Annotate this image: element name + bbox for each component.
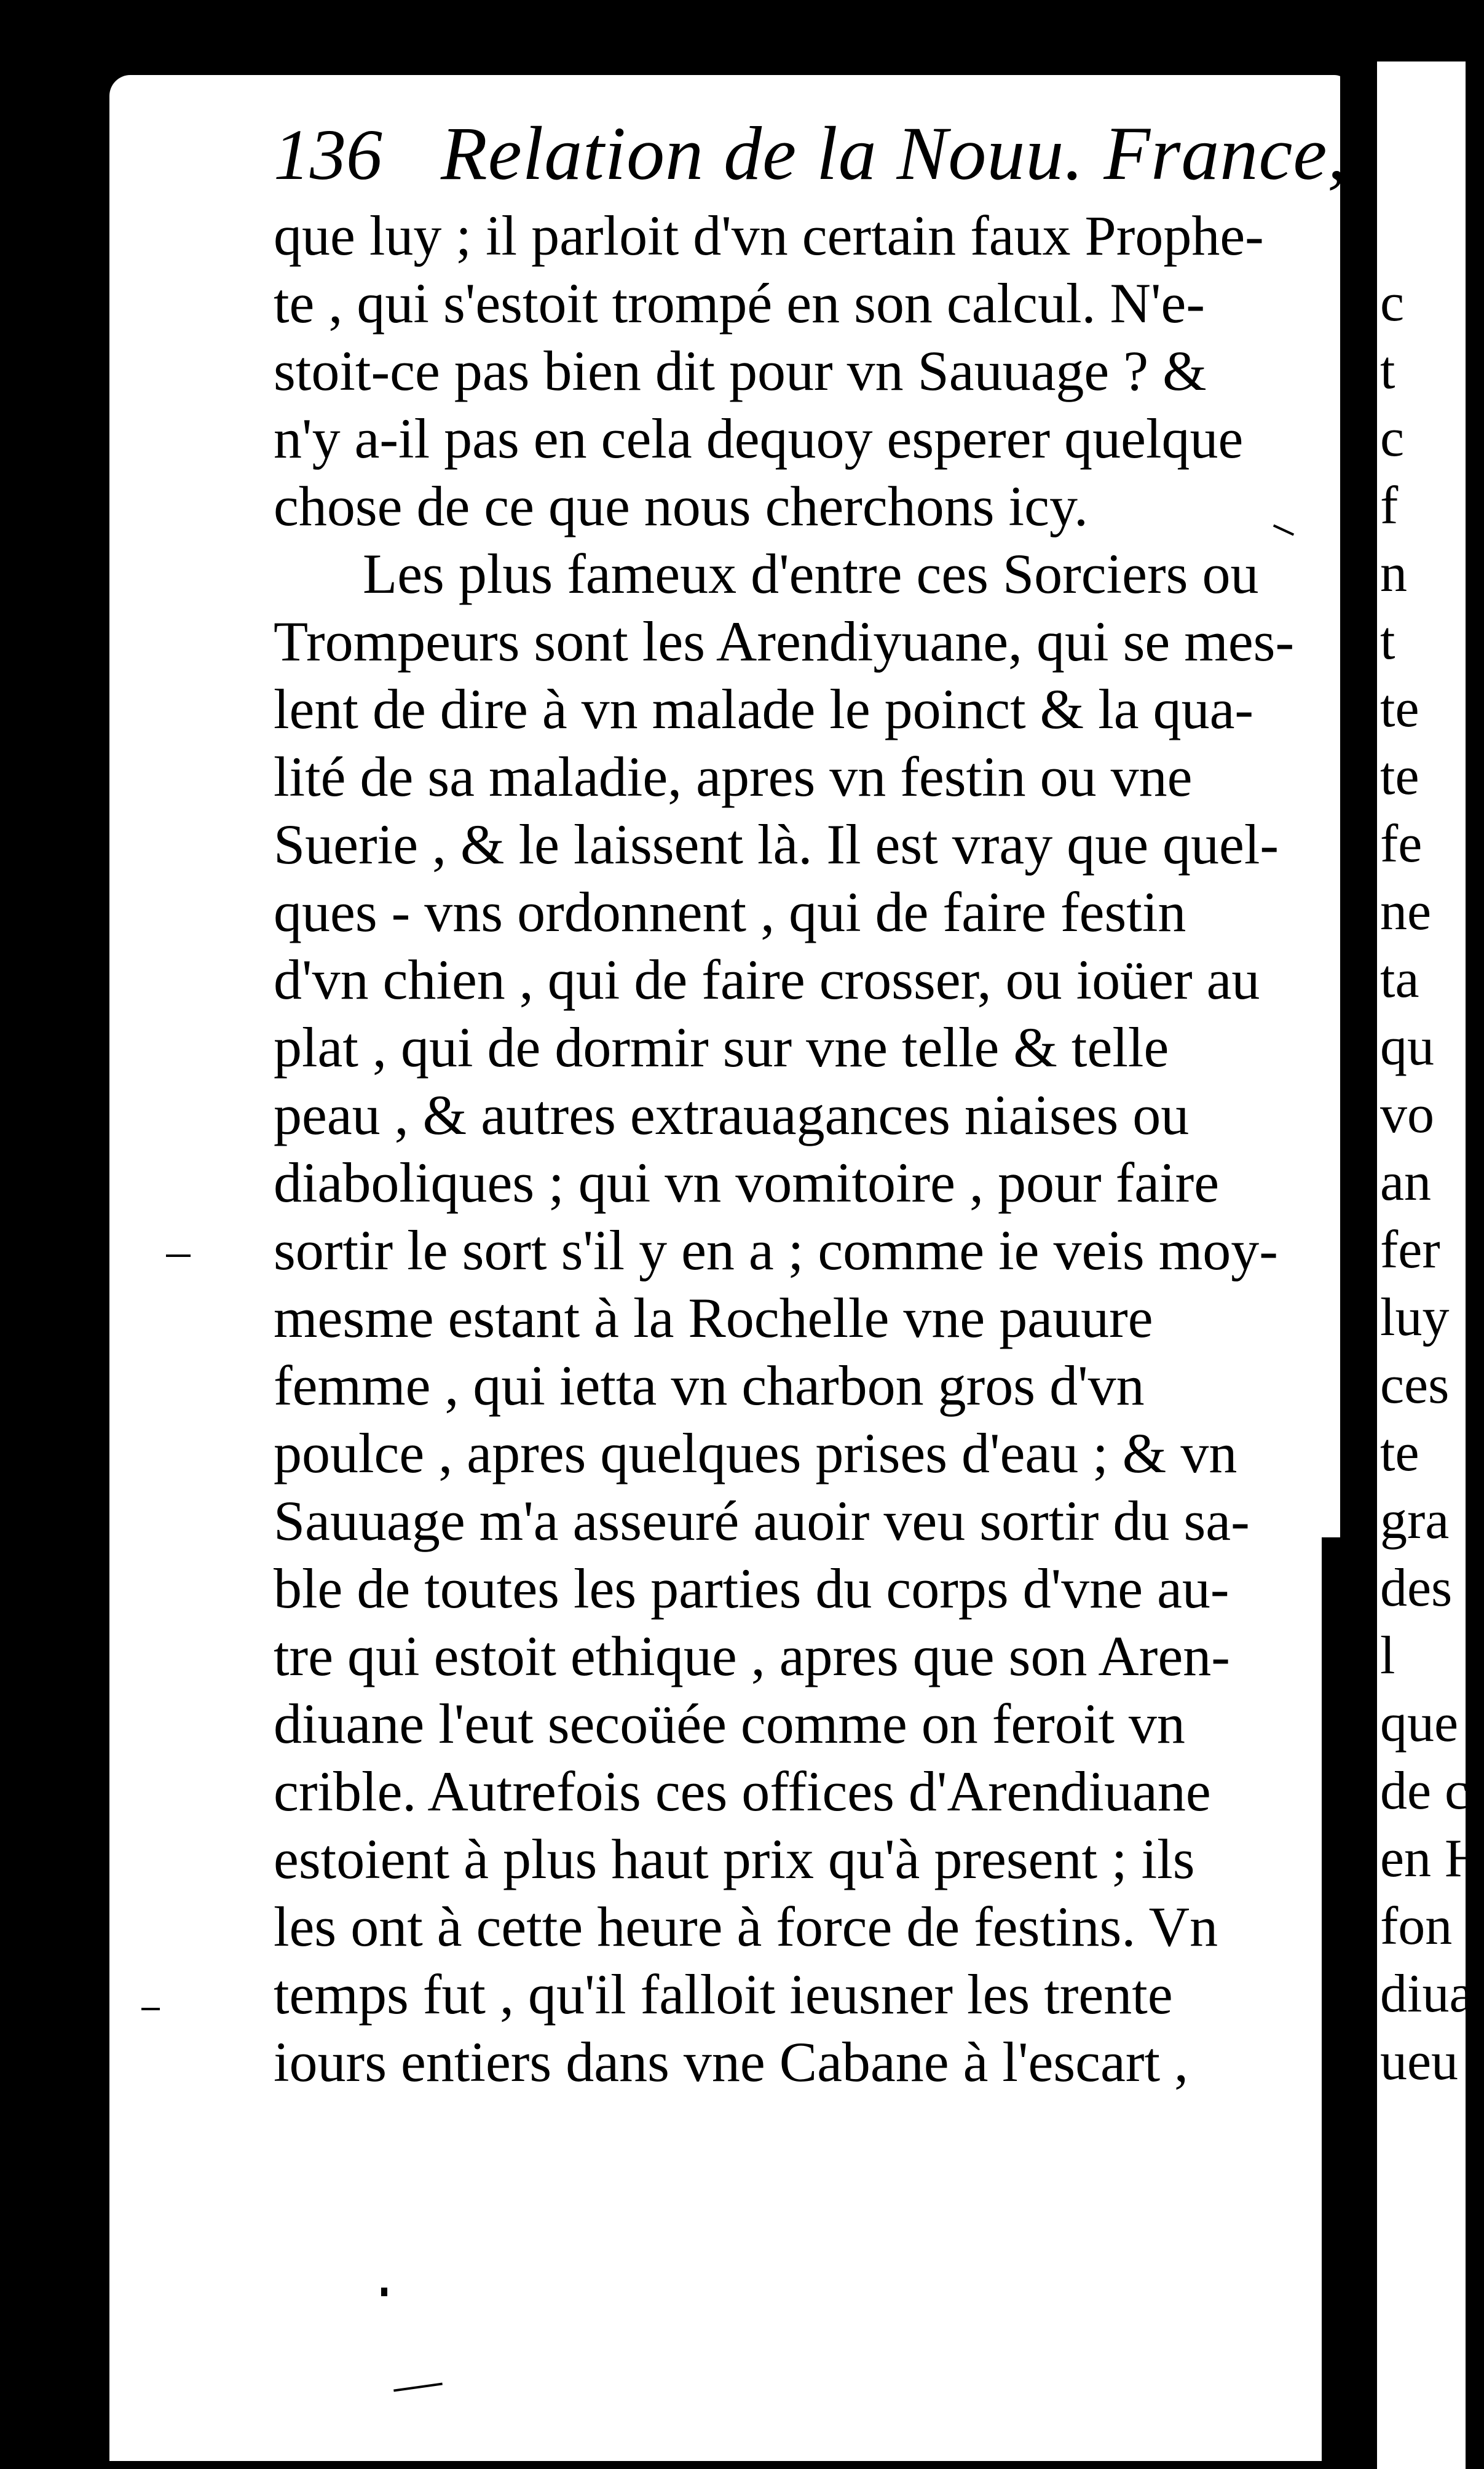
facing-page-fragment: des: [1380, 1558, 1453, 1618]
facing-page-fragment: t: [1380, 611, 1395, 671]
facing-page-fragment: t: [1380, 341, 1395, 400]
text-line: Suerie , & le laissent là. Il est vray que quel-: [274, 813, 1279, 876]
text-line: temps fut , qu'il falloit ieusner les trente: [274, 1963, 1173, 2026]
facing-page-text-fragments: [1380, 202, 1484, 2096]
facing-page-fragment: vo: [1380, 1085, 1434, 1144]
facing-page-fragment: c: [1380, 273, 1405, 333]
facing-page-fragment: l: [1380, 1626, 1395, 1686]
text-line: estoient à plus haut prix qu'à present ; ils: [274, 1828, 1195, 1890]
facing-page-fragment: ueu: [1380, 2032, 1459, 2091]
text-line: sortir le sort s'il y en a ; comme ie veis moy-: [274, 1219, 1278, 1282]
running-title: Relation de la Nouu. France,: [441, 111, 1348, 196]
text-line: n'y a-il pas en cela dequoy esperer quelque: [274, 407, 1244, 470]
facing-page-fragment: c: [1380, 408, 1405, 468]
text-line: Les plus fameux d'entre ces Sorciers ou: [363, 542, 1259, 605]
text-line: les ont à cette heure à force de festins. Vn: [274, 1895, 1218, 1958]
text-line: ble de toutes les parties du corps d'vne au-: [274, 1557, 1229, 1620]
text-line: chose de ce que nous cherchons icy.: [274, 475, 1088, 537]
text-line: peau , & autres extrauagances niaises ou: [274, 1084, 1190, 1146]
text-line: diaboliques ; qui vn vomitoire , pour faire: [274, 1151, 1220, 1214]
text-line: tre qui estoit ethique , apres que son Aren-: [274, 1625, 1230, 1687]
text-line: diuane l'eut secoüée comme on feroit vn: [274, 1692, 1185, 1755]
facing-page-fragment: fer: [1380, 1220, 1440, 1280]
facing-page-fragment: diua: [1380, 1964, 1474, 2024]
page-number: 136: [274, 114, 382, 195]
facing-page-fragment: n: [1380, 544, 1407, 603]
text-column: [274, 202, 1369, 2096]
facing-page-fragment: ces: [1380, 1355, 1450, 1415]
facing-page-fragment: fon: [1380, 1896, 1453, 1956]
text-line: que luy ; il parloit d'vn certain faux Prophe-: [274, 204, 1264, 267]
scan-speck: [381, 2288, 387, 2296]
facing-page-fragment: f: [1380, 476, 1399, 536]
facing-page-fragment: an: [1380, 1152, 1432, 1212]
text-line: lité de sa maladie, apres vn festin ou vne: [274, 745, 1193, 808]
facing-page-fragment: luy: [1380, 1288, 1450, 1347]
facing-page-fragment: gra: [1380, 1491, 1450, 1550]
text-line: plat , qui de dormir sur vne telle & telle: [274, 1016, 1169, 1079]
text-line: Sauuage m'a asseuré auoir veu sortir du sa-: [274, 1489, 1250, 1552]
text-line: Trompeurs sont les Arendiyuane, qui se mes-: [274, 610, 1295, 673]
facing-page-fragment: ne: [1380, 882, 1432, 941]
scan-speck: [166, 1254, 191, 1257]
text-line: stoit-ce pas bien dit pour vn Sauuage ? &: [274, 339, 1207, 402]
text-line: poulce , apres quelques prises d'eau ; & vn: [274, 1422, 1237, 1484]
facing-page-fragment: que: [1380, 1694, 1459, 1753]
facing-page-fragment: fe: [1380, 814, 1423, 874]
facing-page-fragment: te: [1380, 747, 1419, 806]
text-line: femme , qui ietta vn charbon gros d'vn: [274, 1354, 1145, 1417]
running-head: [274, 111, 1348, 196]
text-line: d'vn chien , qui de faire crosser, ou ioüer au: [274, 948, 1260, 1011]
facing-page-fragment: te: [1380, 679, 1419, 739]
facing-page-fragment: qu: [1380, 1017, 1434, 1077]
text-line: te , qui s'estoit trompé en son calcul. N'e-: [274, 272, 1205, 335]
facing-page-fragment: en H: [1380, 1829, 1484, 1888]
text-line: ques - vns ordonnent , qui de faire festin: [274, 881, 1186, 943]
facing-page-fragment: [1380, 202, 1466, 269]
text-line: iours entiers dans vne Cabane à l'escart ,: [274, 2031, 1189, 2093]
text-line: mesme estant à la Rochelle vne pauure: [274, 1286, 1153, 1349]
facing-page-fragment: te: [1380, 1423, 1419, 1483]
text-line: lent de dire à vn malade le poinct & la qua-: [274, 678, 1254, 740]
scan-speck: [141, 2008, 160, 2010]
facing-page-fragment: ta: [1380, 949, 1419, 1009]
text-line: crible. Autrefois ces offices d'Arendiuane: [274, 1760, 1211, 1823]
facing-page-fragment: de c: [1380, 1761, 1469, 1821]
